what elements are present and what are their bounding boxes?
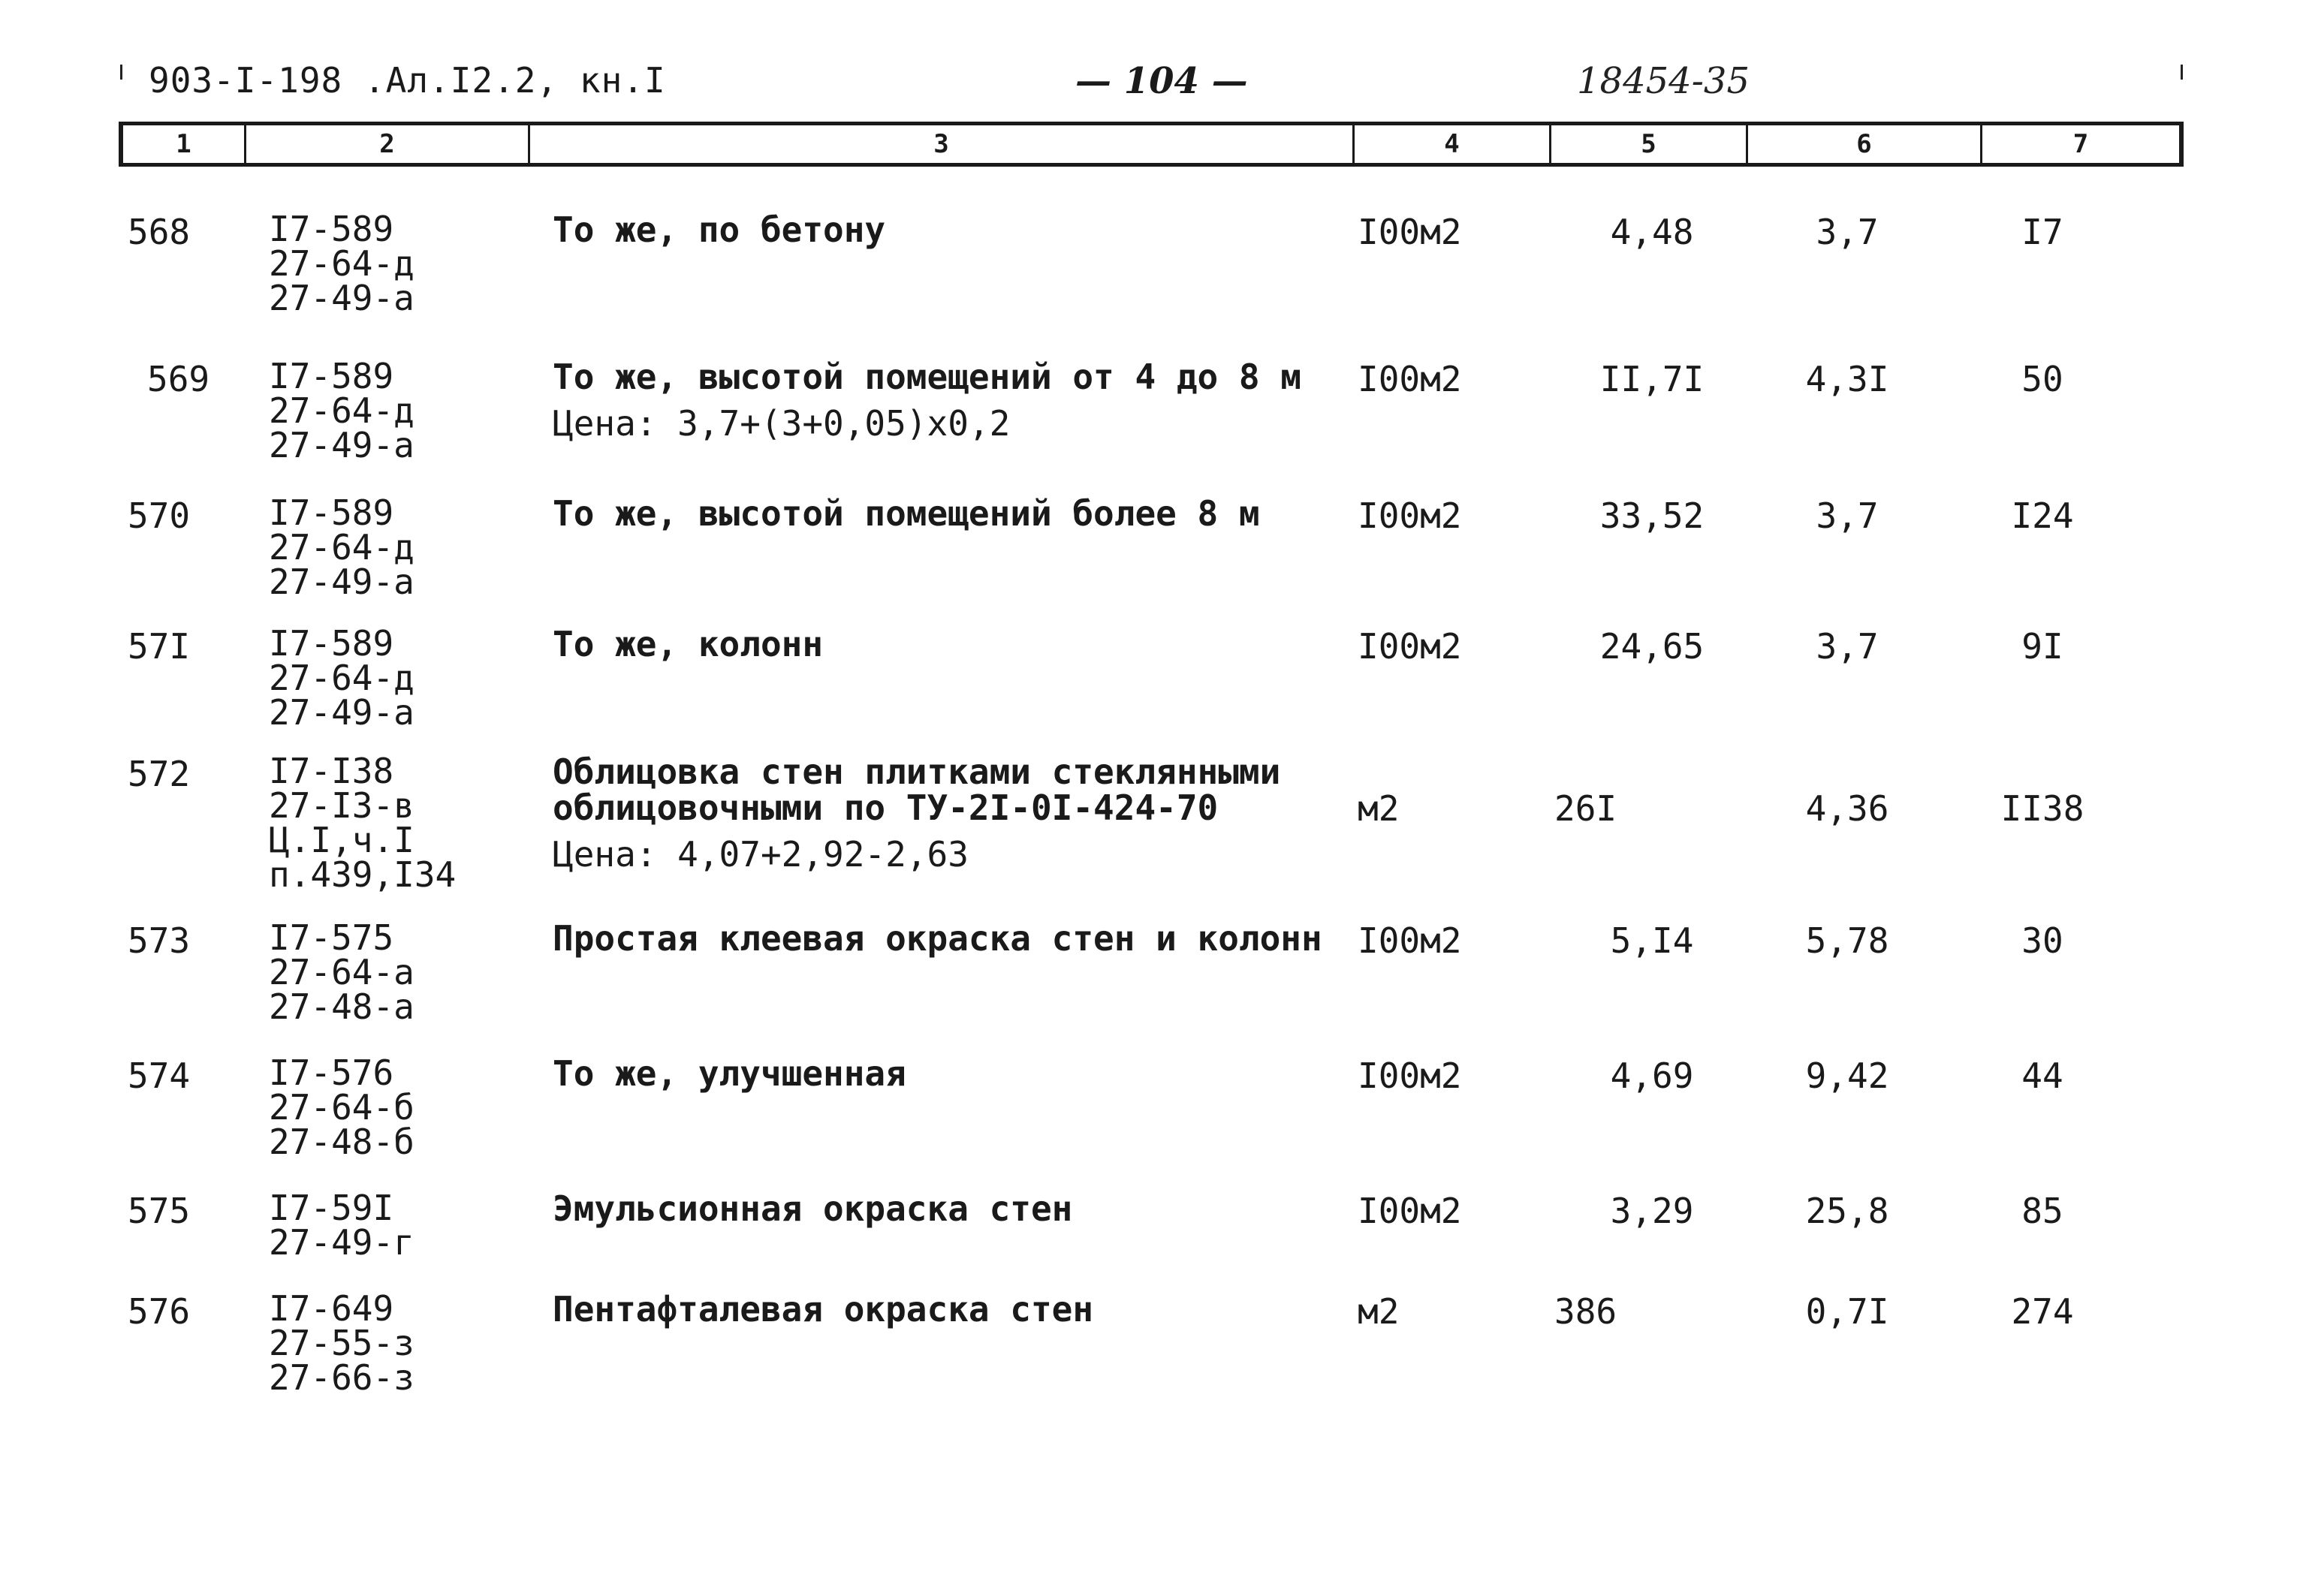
total-cost: 9I xyxy=(2021,626,2063,667)
reference-code: 27-55-з xyxy=(269,1323,414,1363)
margin-tick xyxy=(2181,65,2183,80)
reference-codes xyxy=(269,751,457,895)
description-text: То же, колонн xyxy=(553,624,824,664)
work-description xyxy=(553,918,1322,959)
reference-code: 27-49-а xyxy=(269,692,414,733)
work-description xyxy=(553,493,1260,534)
quantity: 4,69 xyxy=(1610,1055,1694,1096)
unit-rate: 3,7 xyxy=(1816,495,1879,536)
work-description xyxy=(553,1188,1073,1229)
unit: I00м2 xyxy=(1358,495,1462,536)
unit-rate: 4,3I xyxy=(1805,359,1889,399)
total-cost: II38 xyxy=(2000,788,2084,829)
work-description xyxy=(553,626,823,662)
total-cost: 30 xyxy=(2021,920,2063,961)
reference-code: I7-575 xyxy=(269,917,394,958)
column-header: 1 xyxy=(123,125,246,163)
unit: I00м2 xyxy=(1358,1055,1462,1096)
item-number: 57I xyxy=(128,626,191,667)
reference-codes xyxy=(269,917,414,1027)
reference-code: 27-64-д xyxy=(269,390,414,431)
unit-rate: 25,8 xyxy=(1805,1191,1889,1231)
reference-code: Ц.I,ч.I xyxy=(269,820,414,860)
reference-codes xyxy=(269,1288,414,1398)
reference-code: 27-64-д xyxy=(269,243,414,284)
column-header-row xyxy=(119,122,2184,167)
description-text: Эмульсионная окраска стен xyxy=(553,1188,1073,1229)
quantity: II,7I xyxy=(1599,359,1705,399)
column-header: 5 xyxy=(1551,125,1748,163)
unit-rate: 9,42 xyxy=(1805,1055,1889,1096)
unit: I00м2 xyxy=(1358,626,1462,667)
total-cost: I24 xyxy=(2011,495,2074,536)
column-header: 6 xyxy=(1748,125,1982,163)
reference-code: 27-I3-в xyxy=(269,785,414,826)
reference-code: I7-589 xyxy=(269,492,394,533)
reference-code: I7-59I xyxy=(269,1188,394,1228)
total-cost: I7 xyxy=(2021,212,2063,252)
work-description xyxy=(553,209,886,250)
total-cost: 44 xyxy=(2021,1055,2063,1096)
quantity: 33,52 xyxy=(1599,495,1705,536)
reference-code: 27-49-г xyxy=(269,1222,414,1263)
column-header: 4 xyxy=(1355,125,1551,163)
margin-tick xyxy=(120,65,122,80)
item-number: 568 xyxy=(128,212,191,252)
quantity: 24,65 xyxy=(1599,626,1705,667)
item-number: 570 xyxy=(128,495,191,536)
reference-code: I7-576 xyxy=(269,1052,394,1093)
unit-rate: 3,7 xyxy=(1816,626,1879,667)
work-description xyxy=(553,357,1301,444)
unit: м2 xyxy=(1358,1291,1400,1332)
reference-code: I7-589 xyxy=(269,623,394,664)
quantity: 3,29 xyxy=(1610,1191,1694,1231)
unit: I00м2 xyxy=(1358,1191,1462,1231)
unit-rate: 4,36 xyxy=(1805,788,1889,829)
reference-codes xyxy=(269,492,414,602)
reference-code: 27-64-а xyxy=(269,952,414,992)
reference-codes xyxy=(269,1188,414,1263)
price-formula: Цена: 4,07+2,92-2,63 xyxy=(553,834,969,875)
column-header: 7 xyxy=(2072,129,2089,159)
total-cost: 50 xyxy=(2021,359,2063,399)
description-text: То же, высотой помещений более 8 м xyxy=(553,493,1260,534)
description-text: Пентафталевая окраска стен xyxy=(553,1289,1094,1329)
reference-code: I7-589 xyxy=(269,356,394,396)
total-cost: 85 xyxy=(2021,1191,2063,1231)
reference-code: 27-48-б xyxy=(269,1122,414,1162)
reference-code: 27-64-д xyxy=(269,658,414,698)
reference-code: 27-64-б xyxy=(269,1087,414,1128)
work-description xyxy=(553,1055,906,1092)
page-number: — 104 — xyxy=(1075,60,1248,102)
unit-rate: 5,78 xyxy=(1805,920,1889,961)
price-formula: Цена: 3,7+(3+0,05)x0,2 xyxy=(553,403,1011,444)
item-number: 574 xyxy=(128,1055,191,1096)
unit: м2 xyxy=(1358,788,1400,829)
reference-codes xyxy=(269,623,414,733)
item-number: 569 xyxy=(147,359,210,399)
item-number: 573 xyxy=(128,920,191,961)
work-description xyxy=(553,1291,1093,1327)
description-text: Облицовка стен плитками стеклянными облицовочными по ТУ-2I-0I-424-70 xyxy=(553,751,1281,828)
description-text: То же, высотой помещений от 4 до 8 м xyxy=(553,357,1301,397)
column-header: 2 xyxy=(246,125,530,163)
reference-code: 27-49-а xyxy=(269,425,414,465)
reference-code: 27-64-д xyxy=(269,527,414,568)
unit: I00м2 xyxy=(1358,359,1462,399)
description-text: То же, по бетону xyxy=(553,209,886,250)
page-header xyxy=(0,60,2306,113)
unit-rate: 0,7I xyxy=(1805,1291,1889,1332)
reference-code: I7-I38 xyxy=(269,751,394,791)
reference-codes xyxy=(269,209,414,318)
item-number: 575 xyxy=(128,1191,191,1231)
reference-codes xyxy=(269,356,414,465)
reference-code: I7-589 xyxy=(269,209,394,249)
unit-rate: 3,7 xyxy=(1816,212,1879,252)
column-header: 3 xyxy=(530,125,1355,163)
unit: I00м2 xyxy=(1358,212,1462,252)
work-description xyxy=(553,751,1349,875)
quantity: 26I xyxy=(1554,788,1617,829)
reference-code: 27-48-а xyxy=(269,986,414,1027)
quantity: 386 xyxy=(1554,1291,1617,1332)
reference-code: 27-49-а xyxy=(269,278,414,318)
reference-codes xyxy=(269,1052,414,1162)
description-text: Простая клеевая окраска стен и колонн xyxy=(553,918,1322,959)
item-number: 576 xyxy=(128,1291,191,1332)
unit: I00м2 xyxy=(1358,920,1462,961)
description-text: То же, улучшенная xyxy=(553,1053,906,1094)
total-cost: 274 xyxy=(2011,1291,2074,1332)
quantity: 5,I4 xyxy=(1610,920,1694,961)
reference-code: 27-66-з xyxy=(269,1357,414,1398)
quantity: 4,48 xyxy=(1610,212,1694,252)
document-code: 903-I-198 .Ал.I2.2, кн.I xyxy=(149,60,666,101)
reference-code: 27-49-а xyxy=(269,562,414,602)
inventory-number: 18454-35 xyxy=(1577,60,1750,102)
item-number: 572 xyxy=(128,754,191,794)
reference-code: п.439,I34 xyxy=(269,854,457,895)
reference-code: I7-649 xyxy=(269,1288,394,1329)
